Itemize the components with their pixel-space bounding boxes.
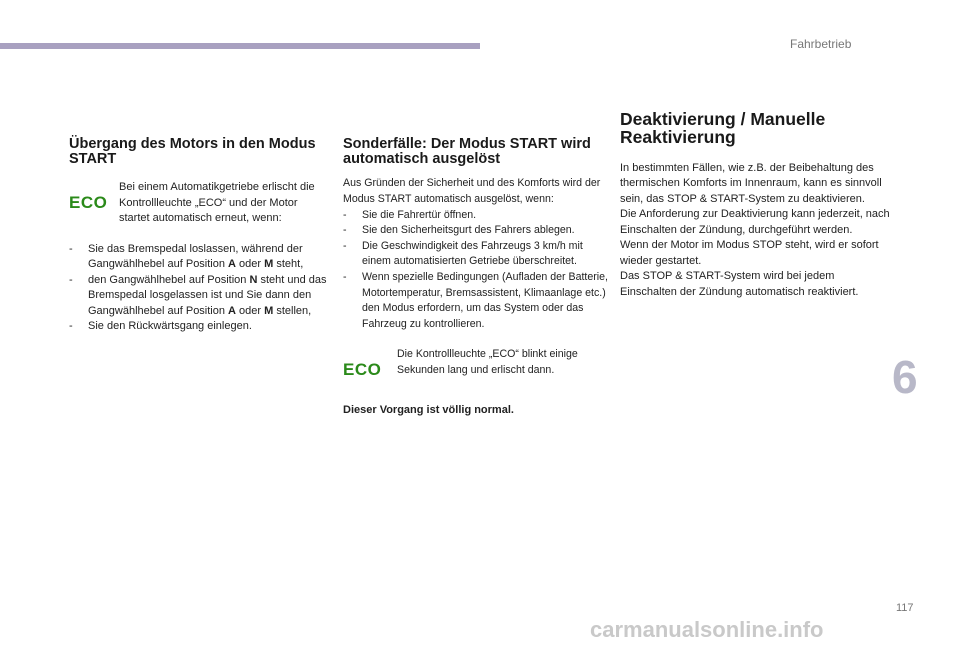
column-start-transition bbox=[69, 137, 334, 335]
eco-warning-light-icon: ECO bbox=[343, 360, 382, 380]
page-number: 117 bbox=[896, 602, 914, 614]
eco-blink-row bbox=[343, 347, 608, 380]
special-cases-list bbox=[343, 208, 608, 333]
deactivation-text bbox=[620, 161, 890, 301]
paragraph: Die Anforderung zur Deaktivierung kann jederzeit, nach Einschalten der Zündung, durchgeführt werden. bbox=[620, 208, 890, 236]
column-special-cases bbox=[343, 137, 608, 416]
special-cases-intro: Aus Gründen der Sicherheit und des Komforts wird der Modus START automatisch ausgelöst, wenn: bbox=[343, 177, 601, 206]
section-title: Fahrbetrieb bbox=[790, 37, 852, 51]
list-item: - den Gangwählhebel auf Position N steht und das Bremspedal losgelassen ist und Sie dann den Gangwählhebel auf Position A oder M stellen, bbox=[69, 273, 334, 320]
eco-warning-light-icon: ECO bbox=[69, 193, 108, 213]
start-conditions-list bbox=[69, 242, 334, 335]
list-item: - Sie die Fahrertür öffnen. bbox=[343, 208, 608, 224]
watermark: carmanualsonline.info bbox=[590, 617, 824, 642]
normal-operation-note: Dieser Vorgang ist völlig normal. bbox=[343, 404, 514, 417]
list-item: - Die Geschwindigkeit des Fahrzeugs 3 km/h mit einem automatisierten Getriebe überschreitet. bbox=[343, 239, 608, 270]
chapter-number: 6 bbox=[892, 351, 918, 403]
eco-blink-description: Die Kontrollleuchte „ECO“ blinkt einige Sekunden lang und erlischt dann. bbox=[397, 348, 578, 376]
list-item: - Sie das Bremspedal loslassen, während der Gangwählhebel auf Position A oder M steht, bbox=[69, 242, 334, 273]
paragraph: In bestimmten Fällen, wie z.B. der Beibehaltung des thermischen Komforts im Innenraum, kann es sinnvoll sein, das STOP & START-System zu deaktivieren. bbox=[620, 161, 882, 205]
heading-start-transition: Übergang des Motors in den Modus START bbox=[69, 136, 316, 168]
heading-special-cases: Sonderfälle: Der Modus START wird automatisch ausgelöst bbox=[343, 136, 591, 168]
eco-indicator bbox=[69, 180, 119, 213]
column-deactivation bbox=[620, 110, 890, 300]
eco-indicator bbox=[343, 347, 397, 380]
list-item: - Wenn spezielle Bedingungen (Aufladen der Batterie, Motortemperatur, Bremsassistent, Klimaanlage etc.) den Modus erfordern, um das System oder das Fahrzeug zu kontrollieren. bbox=[343, 270, 608, 332]
eco-info-row bbox=[69, 180, 334, 227]
eco-description: Bei einem Automatikgetriebe erlischt die Kontrollleuchte „ECO“ und der Motor startet automatisch erneut, wenn: bbox=[119, 181, 315, 225]
list-item: - Sie den Rückwärtsgang einlegen. bbox=[69, 319, 334, 335]
paragraph: Das STOP & START-System wird bei jedem Einschalten der Zündung automatisch reaktiviert. bbox=[620, 270, 859, 298]
header-accent-bar bbox=[0, 43, 480, 49]
paragraph: Wenn der Motor im Modus STOP steht, wird er sofort wieder gestartet. bbox=[620, 239, 879, 267]
heading-deactivation: Deaktivierung / Manuelle Reaktivierung bbox=[620, 109, 826, 148]
list-item: - Sie den Sicherheitsgurt des Fahrers ablegen. bbox=[343, 223, 608, 239]
